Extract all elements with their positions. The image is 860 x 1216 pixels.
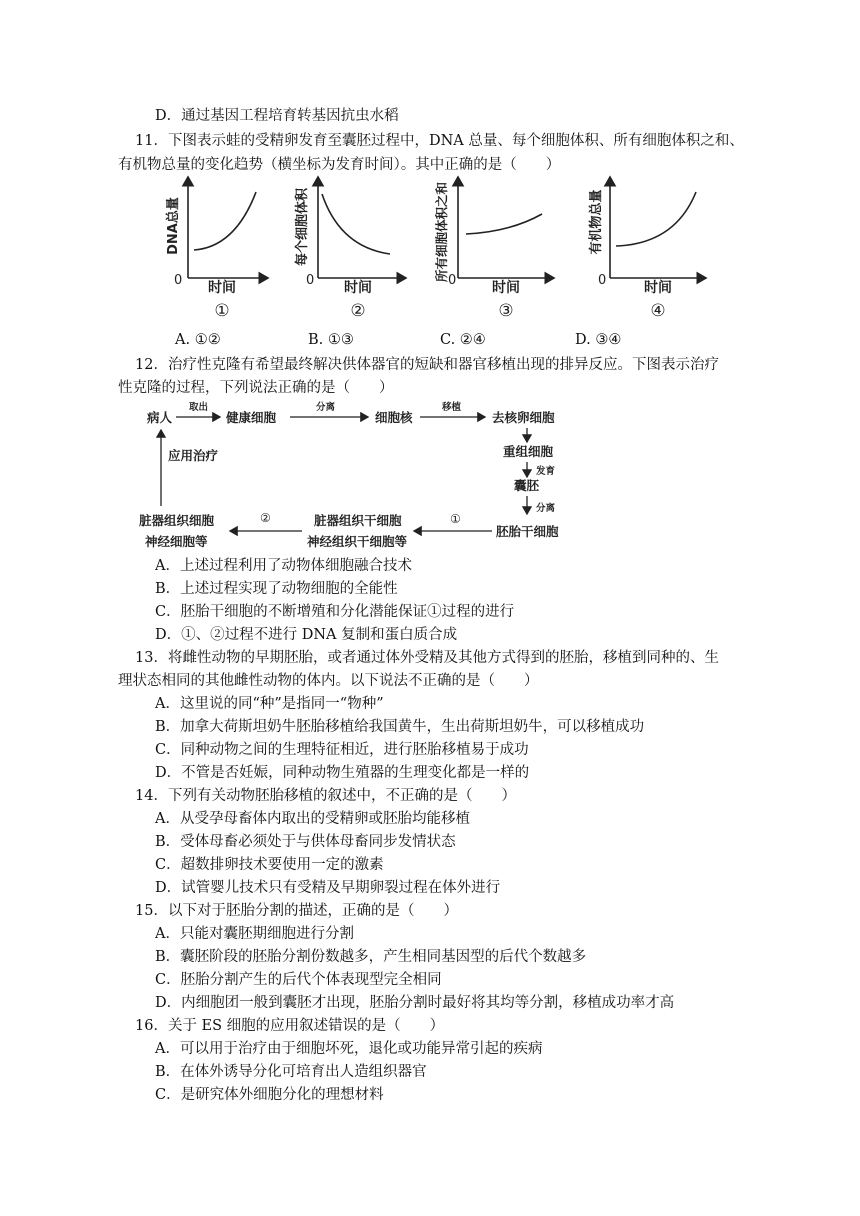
flow-step-2: ② <box>260 511 271 525</box>
graph-4-curve <box>616 192 696 246</box>
flow-step-1: ① <box>450 512 461 526</box>
q14-option-d: D．试管婴儿技术只有受精及早期卵裂过程在体外进行 <box>155 880 501 896</box>
graph-4-xlabel: 时间 <box>644 280 672 296</box>
flow-label-transplant: 移植 <box>442 402 462 413</box>
graph-4-number: ④ <box>650 301 666 321</box>
graph-2-xlabel: 时间 <box>344 280 372 296</box>
q10-option-d: D．通过基因工程培育转基因抗虫水稻 <box>155 108 399 124</box>
q13-option-a: A．这里说的同“种”是指同一“物种” <box>155 696 384 712</box>
flow-enucleated-egg: 去核卵细胞 <box>492 410 555 425</box>
q12-stem-line1: 12．治疗性克隆有希望最终解决供体器官的短缺和器官移植出现的排异反应。下图表示治疗 <box>135 357 719 373</box>
q15-option-a: A．只能对囊胚期细胞进行分割 <box>155 926 354 942</box>
graph-4-origin: 0 <box>598 273 607 288</box>
graph-2-number: ② <box>350 301 366 321</box>
q11-graphs <box>150 172 730 322</box>
q12-flow-diagram <box>130 400 570 550</box>
q12-option-c: C．胚胎干细胞的不断增殖和分化潜能保证①过程的进行 <box>155 604 515 620</box>
q14-stem: 14．下列有关动物胚胎移植的叙述中，不正确的是（ ） <box>135 788 516 804</box>
graph-2-ylabel: 每个细胞体积 <box>295 187 310 267</box>
flow-label-apply: 应用治疗 <box>168 448 219 463</box>
q13-option-c: C．同种动物之间的生理特征相近，进行胚胎移植易于成功 <box>155 742 529 758</box>
flow-es-cell: 胚胎干细胞 <box>496 524 559 539</box>
graph-1-number: ① <box>214 301 230 321</box>
q11-option-a: A. ①② <box>175 332 221 348</box>
flow-label-extract: 取出 <box>189 402 209 413</box>
q13-stem-line1: 13．将雌性动物的早期胚胎，或者通过体外受精及其他方式得到的胚胎，移植到同种的、生 <box>135 650 719 666</box>
flow-organ-stem-2: 神经组织干细胞等 <box>307 534 408 549</box>
flow-organ-cell-2: 神经细胞等 <box>145 534 208 549</box>
flow-label-separate1: 分离 <box>316 402 336 413</box>
q13-option-d: D．不管是否妊娠，同种动物生殖器的生理变化都是一样的 <box>155 765 530 781</box>
q13-stem-line2: 理状态相同的其他雌性动物的体内。以下说法不正确的是（ ） <box>118 673 539 689</box>
q13-option-b: B．加拿大荷斯坦奶牛胚胎移植给我国黄牛，生出荷斯坦奶牛，可以移植成功 <box>155 719 645 735</box>
q15-option-c: C．胚胎分割产生的后代个体表现型完全相同 <box>155 972 442 988</box>
q11-option-b: B. ①③ <box>308 332 354 348</box>
graph-3-origin: 0 <box>448 273 457 288</box>
flow-label-separate2: 分离 <box>536 503 556 514</box>
graph-1-origin: 0 <box>174 273 183 288</box>
flow-blastocyst: 囊胚 <box>514 478 540 493</box>
q15-option-d: D．内细胞团一般到囊胚才出现，胚胎分割时最好将其均等分割，移植成功率才高 <box>155 995 675 1011</box>
graph-3-total-volume <box>434 177 554 321</box>
flow-recombined-cell: 重组细胞 <box>503 444 554 459</box>
graph-3-xlabel: 时间 <box>492 280 520 296</box>
graph-1-xlabel: 时间 <box>208 280 236 296</box>
q15-stem: 15．以下对于胚胎分割的描述，正确的是（ ） <box>135 903 458 919</box>
q12-option-d: D．①、②过程不进行 DNA 复制和蛋白质合成 <box>155 627 458 643</box>
graph-3-ylabel: 所有细胞体积之和 <box>434 181 449 283</box>
flow-organ-stem-1: 脏器组织干细胞 <box>314 513 402 528</box>
flow-patient: 病人 <box>147 410 173 425</box>
q11-stem-line1: 11．下图表示蛙的受精卵发育至囊胚过程中，DNA 总量、每个细胞体积、所有细胞体积之和、 <box>135 133 744 149</box>
q14-option-b: B．受体母畜必须处于与供体母畜同步发情状态 <box>155 834 456 850</box>
graph-1-dna-total <box>165 177 268 321</box>
q14-option-c: C．超数排卵技术要使用一定的激素 <box>155 857 384 873</box>
graph-2-origin: 0 <box>306 273 315 288</box>
q16-stem: 16．关于 ES 细胞的应用叙述错误的是（ ） <box>135 1018 445 1034</box>
q16-option-b: B．在体外诱导分化可培育出人造组织器官 <box>155 1064 427 1080</box>
graph-1-ylabel: DNA总量 <box>166 197 181 255</box>
q11-stem-line2: 有机物总量的变化趋势（横坐标为发育时间）。其中正确的是（ ） <box>118 157 561 173</box>
graph-2-cell-volume <box>294 177 406 321</box>
graph-3-number: ③ <box>498 301 514 321</box>
graph-4-organic-total <box>588 177 706 321</box>
q12-option-b: B．上述过程实现了动物细胞的全能性 <box>155 581 398 597</box>
q11-option-d: D. ③④ <box>575 332 622 348</box>
q14-option-a: A．从受孕母畜体内取出的受精卵或胚胎均能移植 <box>155 811 470 827</box>
flow-healthy-cell: 健康细胞 <box>226 410 277 425</box>
graph-3-curve <box>466 214 542 234</box>
flow-organ-cell-1: 脏器组织细胞 <box>139 513 215 528</box>
graph-2-curve <box>322 194 390 254</box>
q16-option-c: C．是研究体外细胞分化的理想材料 <box>155 1087 384 1103</box>
graph-1-curve <box>194 192 256 250</box>
q12-option-a: A．上述过程利用了动物体细胞融合技术 <box>155 558 412 574</box>
q16-option-a: A．可以用于治疗由于细胞坏死，退化或功能异常引起的疾病 <box>155 1041 543 1057</box>
q11-option-c: C. ②④ <box>440 332 486 348</box>
graph-4-ylabel: 有机物总量 <box>589 189 604 255</box>
q15-option-b: B．囊胚阶段的胚胎分割份数越多，产生相同基因型的后代个数越多 <box>155 949 587 965</box>
flow-nucleus: 细胞核 <box>375 410 413 425</box>
q12-stem-line2: 性克隆的过程，下列说法正确的是（ ） <box>118 380 394 396</box>
flow-label-develop: 发育 <box>536 466 556 477</box>
